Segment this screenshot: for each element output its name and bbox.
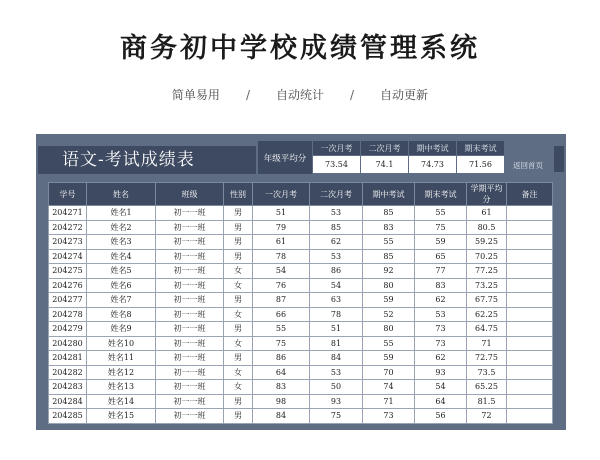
table-row (49, 351, 553, 366)
table-row (49, 409, 553, 424)
table-cell[interactable] (507, 365, 553, 380)
table-cell[interactable]: 55 (253, 322, 310, 337)
column-header[interactable]: 学期平均分 (467, 183, 507, 206)
table-cell[interactable]: 78 (310, 307, 363, 322)
table-cell[interactable] (507, 278, 553, 293)
tagline (0, 86, 600, 103)
table-cell[interactable]: 73.5 (467, 365, 507, 380)
table-cell[interactable]: 初一一班 (156, 293, 224, 308)
table-cell[interactable]: 姓名14 (87, 394, 156, 409)
table-cell[interactable]: 70.25 (467, 249, 507, 264)
tagline-item: 自动更新 (380, 88, 429, 102)
table-cell[interactable]: 姓名8 (87, 307, 156, 322)
column-header[interactable]: 一次月考 (253, 183, 310, 206)
table-cell[interactable]: 80 (363, 322, 415, 337)
table-cell[interactable]: 姓名6 (87, 278, 156, 293)
avg-col-exam2 (361, 141, 409, 174)
table-cell[interactable]: 77 (415, 264, 467, 279)
table-cell[interactable]: 53 (310, 206, 363, 221)
avg-value[interactable]: 73.54 (313, 156, 360, 173)
table-cell[interactable]: 93 (415, 365, 467, 380)
table-cell[interactable]: 59 (415, 235, 467, 250)
table-cell[interactable]: 71 (467, 336, 507, 351)
sheet-title: 语文-考试成绩表 (38, 146, 256, 174)
table-cell[interactable]: 初一一班 (156, 307, 224, 322)
table-cell[interactable]: 84 (310, 351, 363, 366)
column-header[interactable]: 期末考试 (415, 183, 467, 206)
table-cell[interactable]: 59 (363, 351, 415, 366)
table-cell[interactable]: 初一一班 (156, 351, 224, 366)
table-cell[interactable]: 姓名2 (87, 220, 156, 235)
table-cell[interactable]: 204272 (49, 220, 87, 235)
avg-value[interactable]: 74.1 (361, 156, 408, 173)
table-cell[interactable]: 姓名4 (87, 249, 156, 264)
table-cell[interactable]: 83 (363, 220, 415, 235)
table-cell[interactable] (507, 409, 553, 424)
table-cell[interactable]: 62 (310, 235, 363, 250)
table-row (49, 249, 553, 264)
table-cell[interactable]: 女 (224, 336, 253, 351)
table-cell[interactable] (507, 249, 553, 264)
tagline-separator: / (245, 87, 250, 102)
table-cell[interactable] (507, 264, 553, 279)
table-cell[interactable]: 79 (253, 220, 310, 235)
table-cell[interactable]: 初一一班 (156, 278, 224, 293)
table-cell[interactable]: 姓名7 (87, 293, 156, 308)
tagline-item: 简单易用 (171, 88, 220, 102)
table-cell[interactable]: 61 (467, 206, 507, 221)
table-cell[interactable]: 初一一班 (156, 394, 224, 409)
table-cell[interactable] (507, 351, 553, 366)
table-cell[interactable]: 女 (224, 365, 253, 380)
grade-average-label: 年级平均分 (258, 141, 313, 174)
avg-header: 期末考试 (457, 141, 504, 156)
table-cell[interactable]: 85 (363, 249, 415, 264)
table-cell[interactable]: 204281 (49, 351, 87, 366)
table-cell[interactable]: 73 (363, 409, 415, 424)
table-cell[interactable]: 67.75 (467, 293, 507, 308)
table-cell[interactable]: 84 (253, 409, 310, 424)
table-cell[interactable]: 姓名11 (87, 351, 156, 366)
table-cell[interactable]: 男 (224, 351, 253, 366)
table-cell[interactable]: 72 (467, 409, 507, 424)
table-cell[interactable]: 姓名5 (87, 264, 156, 279)
avg-header: 期中考试 (409, 141, 456, 156)
table-cell[interactable] (507, 394, 553, 409)
table-cell[interactable]: 55 (363, 235, 415, 250)
table-row (49, 206, 553, 221)
table-header-row (49, 183, 553, 206)
avg-value[interactable]: 71.56 (457, 156, 504, 173)
table-cell[interactable]: 姓名9 (87, 322, 156, 337)
table-body (49, 206, 553, 424)
table-cell[interactable]: 204280 (49, 336, 87, 351)
table-cell[interactable]: 204283 (49, 380, 87, 395)
table-cell[interactable]: 初一一班 (156, 264, 224, 279)
table-cell[interactable]: 62.25 (467, 307, 507, 322)
table-cell[interactable]: 63 (310, 293, 363, 308)
table-cell[interactable]: 男 (224, 235, 253, 250)
column-header[interactable]: 学号 (49, 183, 87, 206)
table-cell[interactable] (507, 336, 553, 351)
table-cell[interactable]: 女 (224, 307, 253, 322)
table-cell[interactable] (507, 380, 553, 395)
table-cell[interactable]: 76 (253, 278, 310, 293)
table-cell[interactable]: 51 (310, 322, 363, 337)
table-cell[interactable]: 54 (310, 278, 363, 293)
table-cell[interactable]: 204273 (49, 235, 87, 250)
table-cell[interactable]: 73 (415, 336, 467, 351)
table-cell[interactable]: 204274 (49, 249, 87, 264)
table-cell[interactable]: 初一一班 (156, 336, 224, 351)
tagline-separator: / (350, 87, 355, 102)
table-cell[interactable]: 姓名10 (87, 336, 156, 351)
table-cell[interactable]: 51 (253, 206, 310, 221)
table-row (49, 220, 553, 235)
table-cell[interactable]: 73.25 (467, 278, 507, 293)
table-cell[interactable]: 54 (253, 264, 310, 279)
table-row (49, 278, 553, 293)
table-cell[interactable]: 姓名3 (87, 235, 156, 250)
table-cell[interactable] (507, 293, 553, 308)
table-cell[interactable] (507, 206, 553, 221)
table-cell[interactable]: 64 (415, 394, 467, 409)
table-cell[interactable]: 62 (415, 351, 467, 366)
table-cell[interactable]: 女 (224, 264, 253, 279)
table-cell[interactable]: 男 (224, 249, 253, 264)
table-cell[interactable]: 初一一班 (156, 235, 224, 250)
table-cell[interactable]: 72.75 (467, 351, 507, 366)
table-cell[interactable]: 男 (224, 409, 253, 424)
table-cell[interactable]: 78 (253, 249, 310, 264)
table-cell[interactable]: 59.25 (467, 235, 507, 250)
table-cell[interactable]: 71 (363, 394, 415, 409)
table-cell[interactable]: 55 (363, 336, 415, 351)
table-cell[interactable]: 姓名12 (87, 365, 156, 380)
column-header[interactable]: 二次月考 (310, 183, 363, 206)
table-row (49, 336, 553, 351)
table-cell[interactable]: 50 (310, 380, 363, 395)
table-cell[interactable]: 74 (363, 380, 415, 395)
spreadsheet-panel (36, 134, 566, 430)
table-cell[interactable]: 54 (415, 380, 467, 395)
column-header[interactable]: 性别 (224, 183, 253, 206)
table-cell[interactable]: 98 (253, 394, 310, 409)
table-cell[interactable]: 73 (415, 322, 467, 337)
table-cell[interactable]: 男 (224, 206, 253, 221)
table-cell[interactable]: 65.25 (467, 380, 507, 395)
table-cell[interactable]: 81.5 (467, 394, 507, 409)
table-cell[interactable]: 77.25 (467, 264, 507, 279)
avg-col-final (457, 141, 505, 174)
table-cell[interactable]: 53 (310, 249, 363, 264)
table-cell[interactable]: 85 (310, 220, 363, 235)
table-cell[interactable]: 83 (253, 380, 310, 395)
table-row (49, 322, 553, 337)
table-cell[interactable]: 81 (310, 336, 363, 351)
table-cell[interactable]: 83 (415, 278, 467, 293)
table-cell[interactable]: 75 (310, 409, 363, 424)
table-cell[interactable]: 75 (253, 336, 310, 351)
table-cell[interactable]: 204275 (49, 264, 87, 279)
table-cell[interactable]: 男 (224, 293, 253, 308)
table-cell[interactable]: 姓名1 (87, 206, 156, 221)
table-cell[interactable]: 86 (310, 264, 363, 279)
table-cell[interactable]: 男 (224, 394, 253, 409)
table-cell[interactable] (507, 235, 553, 250)
column-header[interactable]: 备注 (507, 183, 553, 206)
column-header[interactable]: 期中考试 (363, 183, 415, 206)
avg-header: 一次月考 (313, 141, 360, 156)
table-cell[interactable]: 62 (415, 293, 467, 308)
table-cell[interactable]: 75 (415, 220, 467, 235)
table-cell[interactable]: 53 (310, 365, 363, 380)
side-strip (554, 146, 564, 172)
table-cell[interactable]: 66 (253, 307, 310, 322)
table-cell[interactable]: 65 (415, 249, 467, 264)
table-cell[interactable]: 女 (224, 278, 253, 293)
table-cell[interactable]: 85 (363, 206, 415, 221)
table-cell[interactable]: 204279 (49, 322, 87, 337)
table-cell[interactable]: 204271 (49, 206, 87, 221)
table-cell[interactable] (507, 220, 553, 235)
table-cell[interactable]: 204285 (49, 409, 87, 424)
table-cell[interactable]: 52 (363, 307, 415, 322)
table-cell[interactable]: 初一一班 (156, 220, 224, 235)
table-cell[interactable]: 204284 (49, 394, 87, 409)
table-cell[interactable]: 55 (415, 206, 467, 221)
tagline-item: 自动统计 (275, 88, 324, 102)
table-cell[interactable]: 56 (415, 409, 467, 424)
table-cell[interactable]: 92 (363, 264, 415, 279)
table-cell[interactable]: 53 (415, 307, 467, 322)
page-title: 商务初中学校成绩管理系统 (120, 33, 480, 64)
table-cell[interactable]: 204277 (49, 293, 87, 308)
table-cell[interactable]: 初一一班 (156, 206, 224, 221)
table-cell[interactable]: 初一一班 (156, 249, 224, 264)
column-header[interactable]: 姓名 (87, 183, 156, 206)
table-row (49, 307, 553, 322)
table-cell[interactable]: 姓名13 (87, 380, 156, 395)
avg-value[interactable]: 74.73 (409, 156, 456, 173)
table-cell[interactable]: 64.75 (467, 322, 507, 337)
table-cell[interactable]: 初一一班 (156, 365, 224, 380)
table-cell[interactable]: 初一一班 (156, 380, 224, 395)
table-row (49, 380, 553, 395)
table-cell[interactable]: 80 (363, 278, 415, 293)
table-row (49, 365, 553, 380)
table-row (49, 235, 553, 250)
table-cell[interactable] (507, 322, 553, 337)
column-header[interactable]: 班级 (156, 183, 224, 206)
table-cell[interactable]: 初一一班 (156, 409, 224, 424)
table-cell[interactable]: 男 (224, 220, 253, 235)
table-cell[interactable]: 204276 (49, 278, 87, 293)
table-cell[interactable]: 204282 (49, 365, 87, 380)
table-cell[interactable]: 64 (253, 365, 310, 380)
table-cell[interactable]: 59 (363, 293, 415, 308)
table-row (49, 394, 553, 409)
table-cell[interactable]: 初一一班 (156, 322, 224, 337)
table-cell[interactable]: 93 (310, 394, 363, 409)
return-home-link[interactable]: 返回首页 (513, 161, 543, 170)
table-row (49, 264, 553, 279)
table-cell[interactable] (507, 307, 553, 322)
table-cell[interactable]: 204278 (49, 307, 87, 322)
table-cell[interactable]: 70 (363, 365, 415, 380)
avg-header: 二次月考 (361, 141, 408, 156)
table-cell[interactable]: 男 (224, 322, 253, 337)
table-cell[interactable]: 女 (224, 380, 253, 395)
avg-col-exam1 (313, 141, 361, 174)
table-cell[interactable]: 86 (253, 351, 310, 366)
table-row (49, 293, 553, 308)
table-cell[interactable]: 87 (253, 293, 310, 308)
table-cell[interactable]: 姓名15 (87, 409, 156, 424)
table-cell[interactable]: 61 (253, 235, 310, 250)
table-cell[interactable]: 80.5 (467, 220, 507, 235)
avg-col-midterm (409, 141, 457, 174)
grades-table (48, 182, 553, 424)
